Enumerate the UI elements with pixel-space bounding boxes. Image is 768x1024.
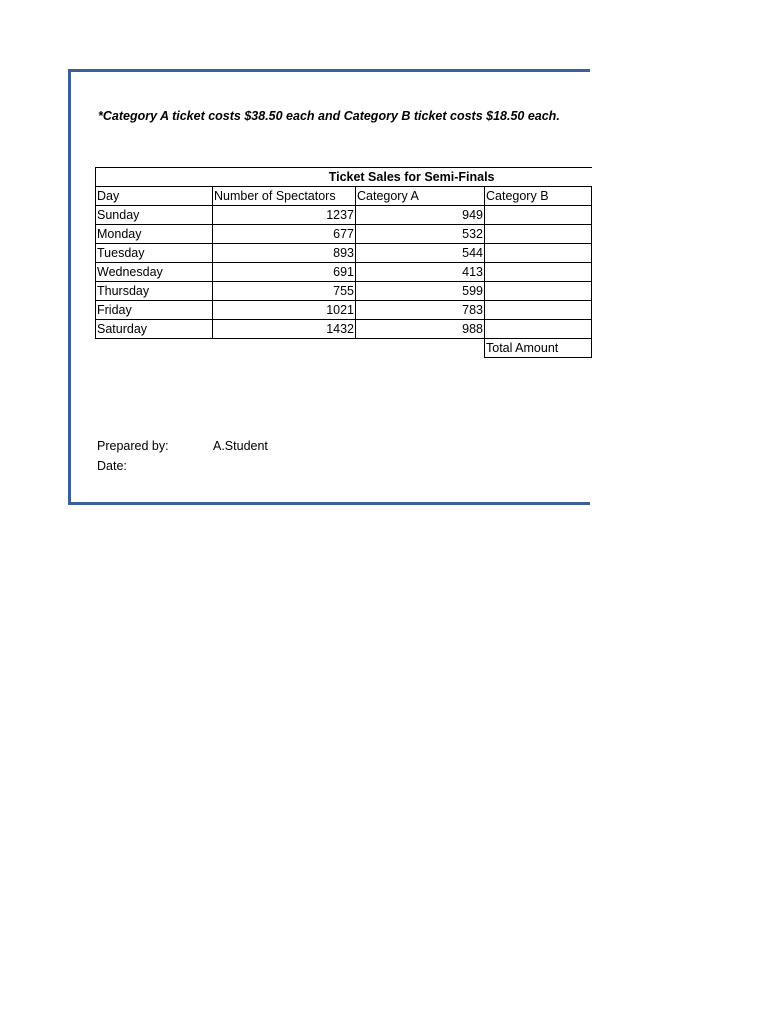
cell-category-a[interactable]: 599 — [356, 282, 485, 301]
cell-day[interactable]: Tuesday — [96, 244, 213, 263]
empty-cell — [213, 339, 356, 358]
cell-category-b[interactable] — [485, 320, 592, 339]
table-row — [96, 320, 592, 339]
cell-spectators[interactable]: 1432 — [213, 320, 356, 339]
date-label: Date: — [97, 459, 127, 473]
cell-day[interactable]: Monday — [96, 225, 213, 244]
table-row — [96, 282, 592, 301]
cell-spectators[interactable]: 1237 — [213, 206, 356, 225]
cell-day[interactable]: Thursday — [96, 282, 213, 301]
cell-category-a[interactable]: 413 — [356, 263, 485, 282]
header-spectators[interactable]: Number of Spectators — [213, 187, 356, 206]
date-row — [97, 459, 127, 473]
cell-category-a[interactable]: 783 — [356, 301, 485, 320]
cell-category-b[interactable] — [485, 206, 592, 225]
cell-category-a[interactable]: 532 — [356, 225, 485, 244]
cell-spectators[interactable]: 1021 — [213, 301, 356, 320]
table-row — [96, 206, 592, 225]
cell-spectators[interactable]: 755 — [213, 282, 356, 301]
cell-day[interactable]: Sunday — [96, 206, 213, 225]
cell-category-b[interactable] — [485, 225, 592, 244]
cell-category-b[interactable] — [485, 263, 592, 282]
prepared-by-value[interactable]: A.Student — [213, 439, 268, 453]
table-row — [96, 225, 592, 244]
cell-category-a[interactable]: 949 — [356, 206, 485, 225]
cell-category-b[interactable] — [485, 244, 592, 263]
cell-spectators[interactable]: 893 — [213, 244, 356, 263]
table-row — [96, 244, 592, 263]
header-category-b[interactable]: Category B — [485, 187, 592, 206]
table-header-row — [96, 187, 592, 206]
cell-category-a[interactable]: 544 — [356, 244, 485, 263]
cell-day[interactable]: Saturday — [96, 320, 213, 339]
total-row — [96, 339, 592, 358]
cell-day[interactable]: Friday — [96, 301, 213, 320]
cell-spectators[interactable]: 691 — [213, 263, 356, 282]
empty-cell — [96, 339, 213, 358]
cell-day[interactable]: Wednesday — [96, 263, 213, 282]
cell-spectators[interactable]: 677 — [213, 225, 356, 244]
table-row — [96, 301, 592, 320]
table-row — [96, 263, 592, 282]
prepared-by-row — [97, 439, 268, 453]
header-category-a[interactable]: Category A — [356, 187, 485, 206]
table-title: Ticket Sales for Semi-Finals — [96, 168, 592, 187]
cell-category-a[interactable]: 988 — [356, 320, 485, 339]
cell-category-b[interactable] — [485, 282, 592, 301]
pricing-note: *Category A ticket costs $38.50 each and Category B ticket costs $18.50 each. — [98, 109, 560, 123]
header-day[interactable]: Day — [96, 187, 213, 206]
empty-cell — [356, 339, 485, 358]
cell-category-b[interactable] — [485, 301, 592, 320]
table-title-row — [96, 168, 592, 187]
total-amount-cell[interactable]: Total Amount — [485, 339, 592, 358]
prepared-by-label: Prepared by: — [97, 439, 169, 453]
ticket-sales-table — [95, 167, 592, 358]
